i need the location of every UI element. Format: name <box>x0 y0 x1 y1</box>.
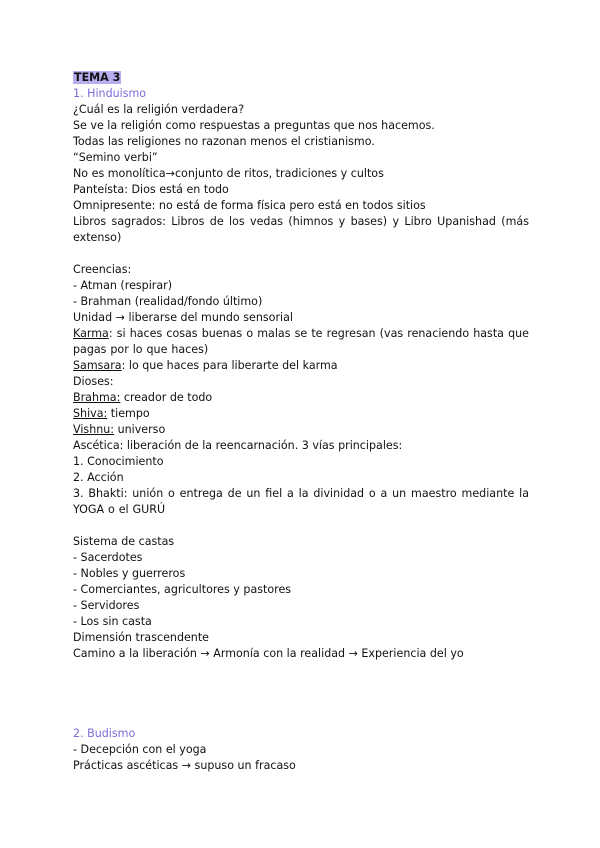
vishnu-term: Vishnu: <box>73 423 115 436</box>
dios-brahma <box>73 390 529 406</box>
libros-sagrados-paragraph: Libros sagrados: Libros de los vedas (himnos y bases) y Libro Upanishad (más extenso) <box>73 215 529 244</box>
karma-definition: : si haces cosas buenas o malas se te regresan (vas renaciendo hasta que pagas por lo que haces) <box>73 327 529 356</box>
casta-item: - Los sin casta <box>73 615 152 628</box>
karma-paragraph <box>73 326 529 358</box>
shiva-definition: tiempo <box>107 407 150 420</box>
camino-line: Camino a la liberación → Armonía con la realidad → Experiencia del yo <box>73 647 464 660</box>
ascetica-line: Ascética: liberación de la reencarnación. 3 vías principales: <box>73 439 403 452</box>
creencia-atman: - Atman (respirar) <box>73 279 173 292</box>
intro-line: Panteísta: Dios está en todo <box>73 183 229 196</box>
via-item: 2. Acción <box>73 471 124 484</box>
karma-term: Karma <box>73 327 109 340</box>
samsara-definition: : lo que haces para liberarte del karma <box>121 359 338 372</box>
casta-item: - Comerciantes, agricultores y pastores <box>73 583 292 596</box>
via-item-bhakti: 3. Bhakti: unión o entrega de un fiel a la divinidad o a un maestro mediante la YOGA o el GURÚ <box>73 487 529 516</box>
dios-vishnu <box>73 422 529 438</box>
shiva-term: Shiva: <box>73 407 108 420</box>
dios-shiva <box>73 406 529 422</box>
budismo-line: - Decepción con el yoga <box>73 743 207 756</box>
budismo-line: Prácticas ascéticas → supuso un fracaso <box>73 759 296 772</box>
brahma-definition: creador de todo <box>120 391 213 404</box>
dioses-label: Dioses: <box>73 375 114 388</box>
intro-line: “Semino verbi” <box>73 151 158 164</box>
tema-title-line <box>73 70 529 86</box>
creencia-brahman: - Brahman (realidad/fondo último) <box>73 295 263 308</box>
intro-line: Todas las religiones no razonan menos el cristianismo. <box>73 135 375 148</box>
casta-item: - Servidores <box>73 599 140 612</box>
unidad-line: Unidad → liberarse del mundo sensorial <box>73 311 293 324</box>
vishnu-definition: universo <box>114 423 166 436</box>
creencias-label: Creencias: <box>73 263 132 276</box>
budismo-heading: 2. Budismo <box>73 727 136 740</box>
intro-line: Omnipresente: no está de forma física pero está en todos sitios <box>73 199 426 212</box>
intro-line: Se ve la religión como respuestas a preguntas que nos hacemos. <box>73 119 435 132</box>
brahma-term: Brahma: <box>73 391 121 404</box>
hinduismo-heading: 1. Hinduismo <box>73 87 147 100</box>
tema-title: TEMA 3 <box>74 71 121 84</box>
document-page <box>73 70 529 774</box>
casta-item: - Nobles y guerreros <box>73 567 186 580</box>
samsara-line <box>73 358 529 374</box>
samsara-term: Samsara <box>73 359 122 372</box>
casta-item: - Sacerdotes <box>73 551 143 564</box>
castas-label: Sistema de castas <box>73 535 175 548</box>
intro-line: ¿Cuál es la religión verdadera? <box>73 103 245 116</box>
intro-line: No es monolítica→conjunto de ritos, tradiciones y cultos <box>73 167 384 180</box>
via-item: 1. Conocimiento <box>73 455 164 468</box>
dimension-line: Dimensión trascendente <box>73 631 210 644</box>
